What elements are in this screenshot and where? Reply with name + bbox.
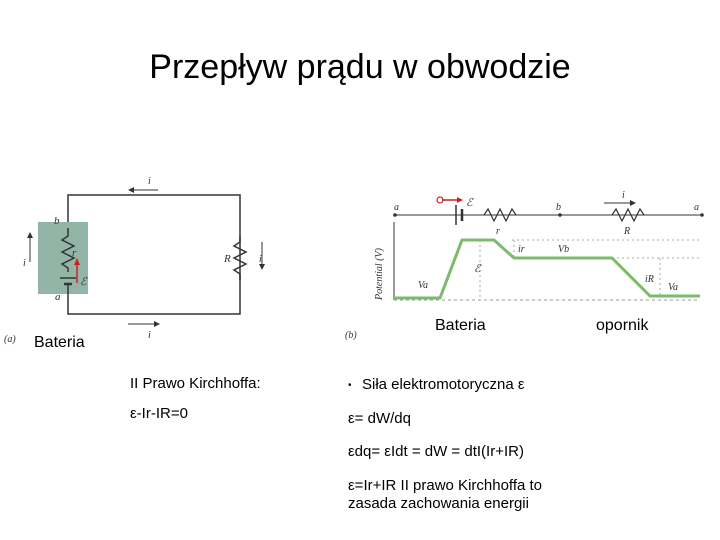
label-r: r — [72, 247, 77, 259]
kirchhoff-heading: II Prawo Kirchhoffa: — [130, 375, 261, 392]
kirchhoff-conclusion-2: zasada zachowania energii — [348, 495, 529, 512]
strip-emf-arrowhead — [457, 197, 463, 203]
strip-label-R: R — [624, 226, 631, 237]
strip-label-emf: ℰ — [466, 197, 473, 209]
label-i-top: i — [148, 176, 151, 187]
y-axis-label: Potential (V) — [374, 248, 385, 300]
current-arrowhead-left — [27, 232, 33, 238]
strip-label-r: r — [496, 226, 500, 237]
strip-label-b: b — [556, 202, 561, 213]
graph-label-Vb: Vb — [558, 244, 570, 255]
label-i-bottom: i — [148, 330, 151, 341]
figure-b-tag: (b) — [345, 330, 357, 341]
emf-heading: Siła elektromotoryczna ε — [362, 376, 525, 393]
label-i-left: i — [23, 258, 26, 269]
node-b — [558, 213, 562, 217]
node-a2 — [700, 213, 704, 217]
circuit-wire — [68, 195, 240, 314]
current-arrowhead-top — [128, 187, 134, 193]
caption-resistor-b: opornik — [596, 317, 649, 334]
label-a-terminal: a — [55, 291, 61, 303]
strip-label-a2: a — [694, 202, 699, 213]
caption-battery-b: Bateria — [435, 317, 486, 334]
label-emf-a: ℰ — [80, 276, 87, 288]
node-a1 — [393, 213, 397, 217]
graph-label-emf: ℰ — [474, 263, 481, 275]
strip-current-arrowhead — [630, 200, 636, 206]
label-R: R — [224, 253, 231, 265]
kirchhoff-equation: ε-Ir-IR=0 — [130, 405, 188, 422]
slide-title: Przepływ prądu w obwodzie — [149, 48, 571, 86]
bullet-marker: • — [348, 380, 352, 391]
label-b-terminal: b — [54, 215, 60, 227]
current-arrowhead-bottom — [154, 321, 160, 327]
figure-a-tag: (a) — [4, 334, 16, 345]
graph-label-Va-right: Va — [668, 282, 678, 293]
kirchhoff-conclusion-1: ε=Ir+IR II prawo Kirchhoffa to — [348, 477, 543, 494]
caption-battery-a: Bateria — [34, 334, 85, 351]
graph-label-ir: ir — [518, 244, 525, 255]
potential-profile-line — [394, 240, 700, 298]
emf-definition: ε= dW/dq — [348, 410, 411, 427]
graph-label-Va-left: Va — [418, 280, 428, 291]
graph-label-iR: iR — [645, 274, 654, 285]
strip-label-i: i — [622, 190, 625, 201]
label-i-right: i — [259, 254, 262, 265]
energy-equation: εdq= εIdt = dW = dtI(Ir+IR) — [348, 443, 524, 460]
strip-label-a1: a — [394, 202, 399, 213]
